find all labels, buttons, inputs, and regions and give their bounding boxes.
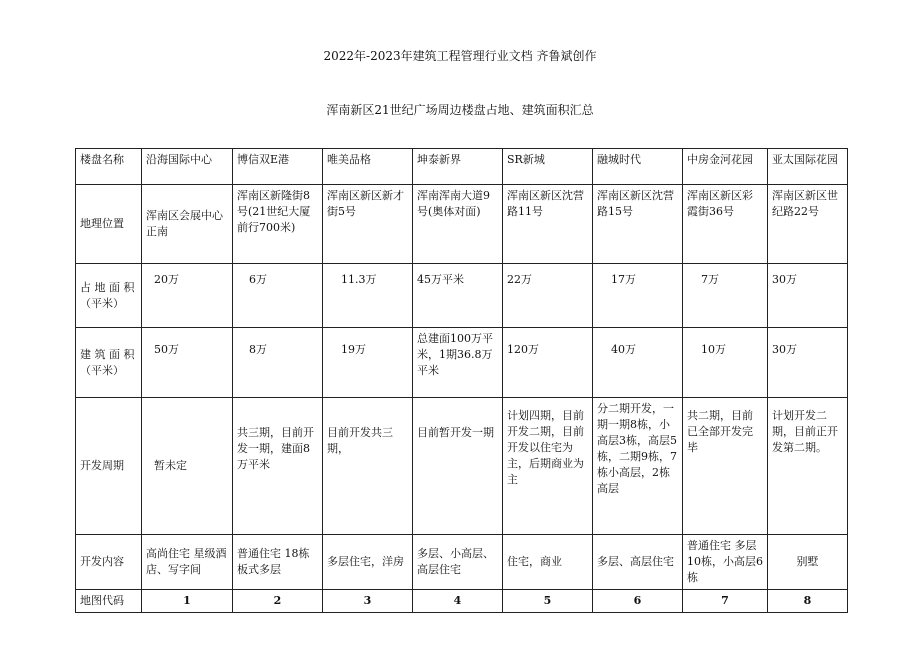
cell-period-1: 暂未定 [142, 398, 233, 535]
cell-period-5: 计划四期，目前开发二期，目前开发以住宅为主，后期商业为主 [503, 398, 593, 535]
row-project-name [76, 149, 848, 185]
cell-period-6: 分二期开发，一期一期8栋，小高层3栋，高层5栋，二期9栋，7栋小高层，2栋高层 [593, 398, 683, 535]
cell-code-5: 5 [503, 590, 593, 613]
cell-land-5: 22万 [503, 264, 593, 328]
cell-content-4: 多层、小高层、高层住宅 [413, 535, 503, 590]
row-label-build-area: 建 筑 面 积（平米） [76, 328, 142, 398]
cell-code-1: 1 [142, 590, 233, 613]
cell-build-5: 120万 [503, 328, 593, 398]
cell-period-2: 共三期，目前开发一期，建面8万平米 [233, 398, 323, 535]
cell-name-3: 唯美品格 [323, 149, 413, 185]
cell-build-6: 40万 [593, 328, 683, 398]
row-label-land-area: 占 地 面 积（平米） [76, 264, 142, 328]
cell-land-4: 45万平米 [413, 264, 503, 328]
cell-name-6: 融城时代 [593, 149, 683, 185]
cell-name-5: SR新城 [503, 149, 593, 185]
cell-code-8: 8 [768, 590, 848, 613]
cell-name-1: 沿海国际中心 [142, 149, 233, 185]
cell-code-4: 4 [413, 590, 503, 613]
cell-location-7: 浑南区新区彩霞街36号 [683, 185, 768, 264]
cell-location-2: 浑南区新隆街8号(21世纪大厦前行700米) [233, 185, 323, 264]
row-label-period: 开发周期 [76, 398, 142, 535]
cell-content-1: 高尚住宅 星级酒店、写字间 [142, 535, 233, 590]
row-map-code [76, 590, 848, 613]
cell-land-2: 6万 [233, 264, 323, 328]
cell-build-2: 8万 [233, 328, 323, 398]
cell-code-2: 2 [233, 590, 323, 613]
cell-build-4: 总建面100万平米，1期36.8万平米 [413, 328, 503, 398]
row-label-location: 地理位置 [76, 185, 142, 264]
cell-content-7: 普通住宅 多层10栋，小高层6栋 [683, 535, 768, 590]
row-label-content: 开发内容 [76, 535, 142, 590]
row-land-area [76, 264, 848, 328]
cell-content-8: 别墅 [768, 535, 848, 590]
cell-content-2: 普通住宅 18栋板式多层 [233, 535, 323, 590]
row-location [76, 185, 848, 264]
cell-period-7: 共二期，目前已全部开发完毕 [683, 398, 768, 535]
row-period [76, 398, 848, 535]
cell-name-4: 坤泰新界 [413, 149, 503, 185]
cell-name-2: 博信双E港 [233, 149, 323, 185]
cell-location-3: 浑南区新区新才街5号 [323, 185, 413, 264]
cell-land-7: 7万 [683, 264, 768, 328]
row-build-area [76, 328, 848, 398]
cell-content-5: 住宅，商业 [503, 535, 593, 590]
cell-content-6: 多层、高层住宅 [593, 535, 683, 590]
row-content [76, 535, 848, 590]
cell-code-7: 7 [683, 590, 768, 613]
cell-name-8: 亚太国际花园 [768, 149, 848, 185]
cell-location-8: 浑南区新区世纪路22号 [768, 185, 848, 264]
document-header: 2022年-2023年建筑工程管理行业文档 齐鲁斌创作 [323, 49, 597, 63]
cell-code-3: 3 [323, 590, 413, 613]
row-label-name: 楼盘名称 [76, 149, 142, 185]
cell-location-1: 浑南区会展中心正南 [142, 185, 233, 264]
cell-land-6: 17万 [593, 264, 683, 328]
cell-location-4: 浑南浑南大道9号(奥体对面) [413, 185, 503, 264]
cell-build-1: 50万 [142, 328, 233, 398]
cell-period-3: 目前开发共三期， [323, 398, 413, 535]
cell-build-3: 19万 [323, 328, 413, 398]
cell-location-5: 浑南区新区沈营路11号 [503, 185, 593, 264]
cell-location-6: 浑南区新区沈营路15号 [593, 185, 683, 264]
page-title: 浑南新区21世纪广场周边楼盘占地、建筑面积汇总 [326, 103, 594, 117]
cell-period-4: 目前暂开发一期 [413, 398, 503, 535]
cell-content-3: 多层住宅，洋房 [323, 535, 413, 590]
row-label-map-code: 地图代码 [76, 590, 142, 613]
cell-land-1: 20万 [142, 264, 233, 328]
cell-land-3: 11.3万 [323, 264, 413, 328]
summary-table [75, 148, 848, 613]
cell-code-6: 6 [593, 590, 683, 613]
cell-name-7: 中房金河花园 [683, 149, 768, 185]
cell-period-8: 计划开发二期，目前正开发第二期。 [768, 398, 848, 535]
cell-build-7: 10万 [683, 328, 768, 398]
cell-land-8: 30万 [768, 264, 848, 328]
cell-build-8: 30万 [768, 328, 848, 398]
